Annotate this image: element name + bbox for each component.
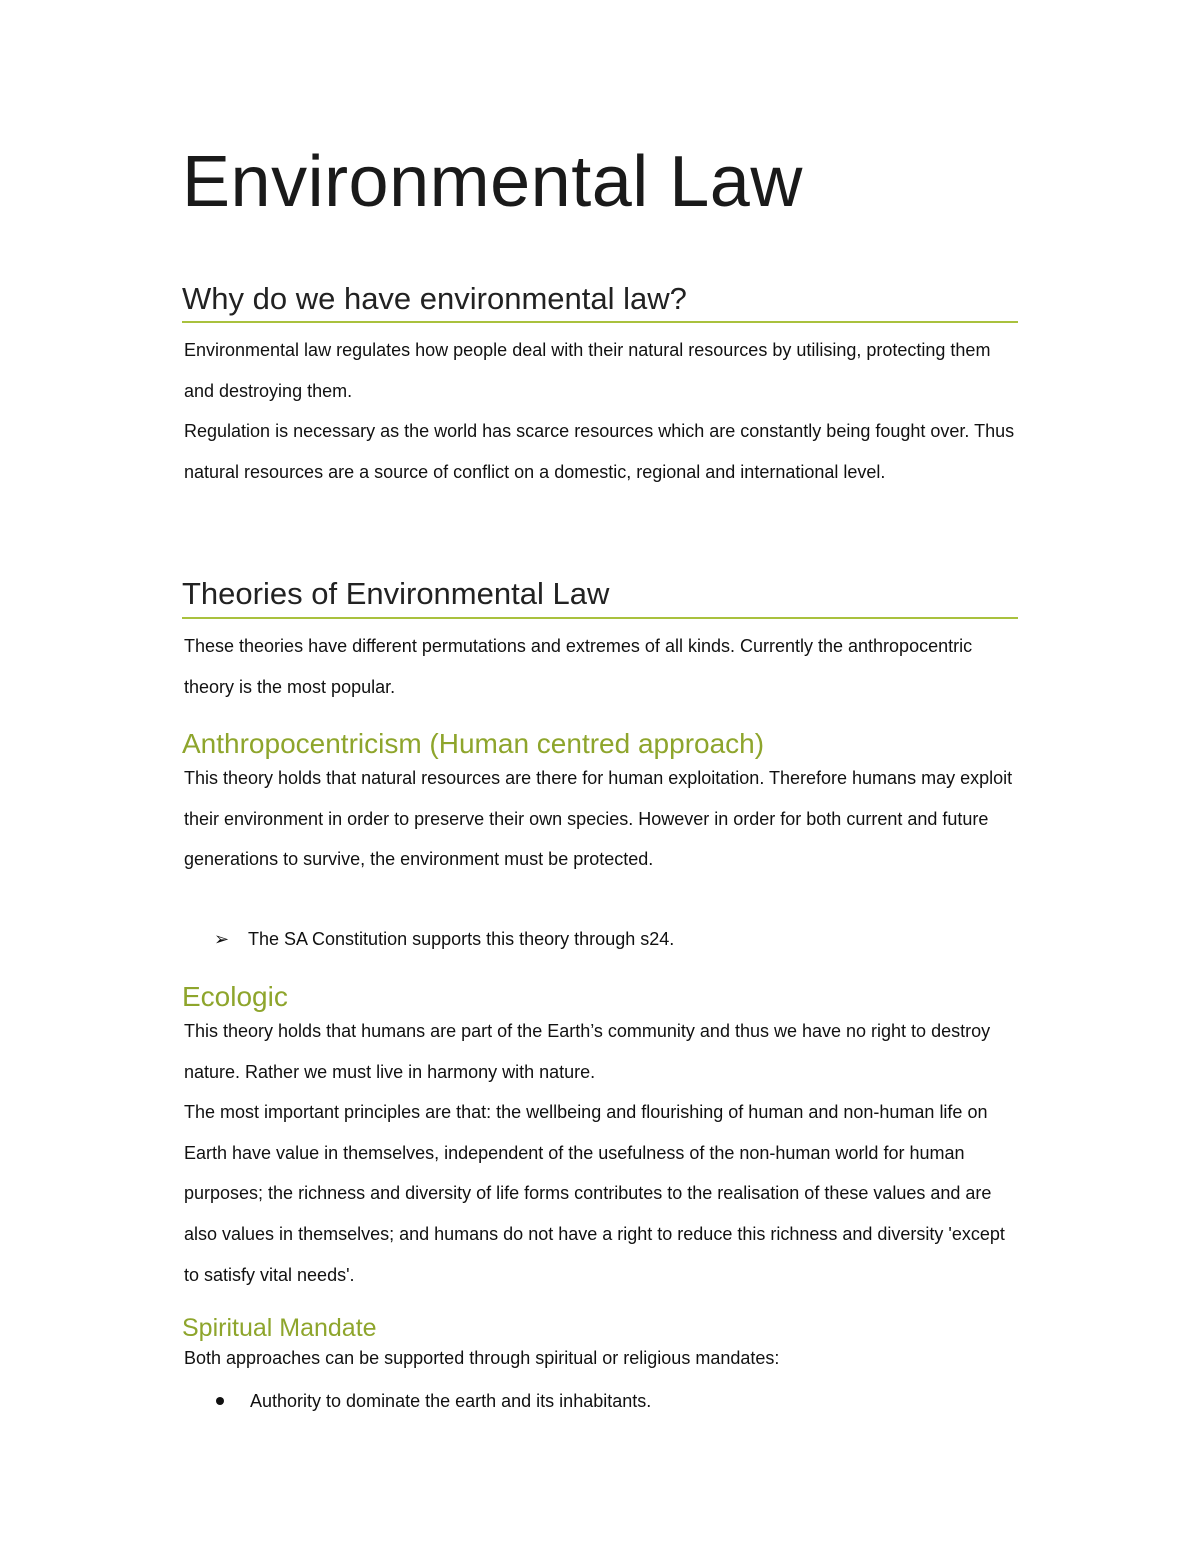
list-item-text: Authority to dominate the earth and its inhabitants. <box>250 1391 652 1411</box>
paragraph-spiritual: Both approaches can be supported through spiritual or religious mandates: <box>184 1348 780 1368</box>
heading-anthropocentricism: Anthropocentricism (Human centred approach) <box>182 728 765 759</box>
paragraph-anthropocentricism: This theory holds that natural resources are there for human exploitation. Therefore humans may exploit their environment in order to preserve their own species. However in order for both current and future generations to survive, the environment must be protected. <box>184 768 1013 870</box>
heading-underline <box>182 617 1018 619</box>
paragraph-theories: These theories have different permutations and extremes of all kinds. Currently the anthropocentric theory is the most popular. <box>184 636 973 697</box>
paragraph-ecologic-1: This theory holds that humans are part of the Earth’s community and thus we have no right to destroy nature. Rather we must live in harmony with nature. <box>184 1021 991 1082</box>
paragraph-why-2: Regulation is necessary as the world has scarce resources which are constantly being fought over. Thus natural resources are a source of conflict on a domestic, regional and international level. <box>184 421 1015 482</box>
document-title: Environmental Law <box>182 142 803 222</box>
heading-why-environmental-law: Why do we have environmental law? <box>182 281 687 316</box>
heading-underline <box>182 321 1018 323</box>
list-item <box>214 927 674 951</box>
heading-ecologic: Ecologic <box>182 981 288 1012</box>
heading-theories: Theories of Environmental Law <box>182 576 610 611</box>
paragraph-ecologic-2: The most important principles are that: the wellbeing and flourishing of human and non-human life on Earth have value in themselves, independent of the usefulness of the non-human world for human purposes; the richness and diversity of life forms contributes to the realisation of these values and are also values in themselves; and humans do not have a right to reduce this richness and diversity 'except to satisfy vital needs'. <box>184 1102 1005 1285</box>
list-item <box>214 1389 651 1413</box>
arrow-bullet-icon: ➢ <box>214 929 230 949</box>
paragraph-why-1: Environmental law regulates how people deal with their natural resources by utilising, protecting them and destroying them. <box>184 340 991 401</box>
bullet-dot-icon <box>216 1397 224 1405</box>
heading-spiritual-mandate: Spiritual Mandate <box>182 1314 377 1342</box>
list-item-text: The SA Constitution supports this theory through s24. <box>248 929 675 949</box>
